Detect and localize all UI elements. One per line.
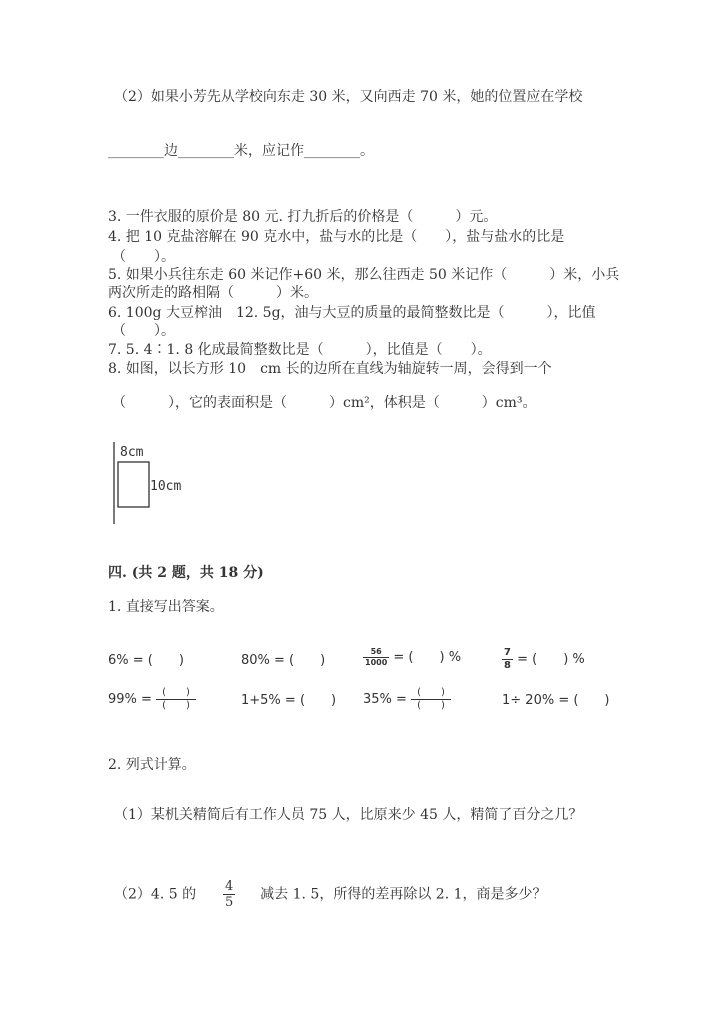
row2-item-a-lead: 99% = — [108, 692, 152, 707]
fraction-56-1000 — [363, 648, 389, 667]
fraction-denominator-blank[interactable]: ( ) — [162, 700, 190, 711]
question-7: 7. 5. 4∶1. 8 化成最简整数比是（ ），比值是（ ）。 — [108, 342, 492, 358]
q2-title: 2. 列式计算。 — [108, 757, 196, 773]
row1-item-c-tail: = ( ) % — [393, 650, 462, 665]
row1-item-d-tail: = ( ) % — [517, 652, 585, 667]
question-4-line2: （ ）。 — [112, 249, 175, 265]
question-4-line1: 4. 把 10 克盐溶解在 90 克水中，盐与水的比是（ ），盐与盐水的比是 — [108, 229, 565, 245]
q2-part2 — [114, 880, 547, 909]
q2-line1: （2）如果小芳先从学校向东走 30 米，又向西走 70 米，她的位置应在学校 — [114, 89, 583, 105]
row2-item-c-lead: 35% = — [363, 692, 407, 707]
height-label: 10cm — [150, 479, 182, 494]
row2-item-b: 1+5% = ( ) — [241, 693, 337, 708]
fraction-numerator: 7 — [504, 647, 511, 658]
fraction-denominator: 5 — [224, 895, 234, 910]
q2-line2-blanks[interactable]: ________边________米，应记作________。 — [108, 143, 374, 159]
q2-part2-tail: 减去 1. 5，所得的差再除以 2. 1，商是多少？ — [260, 886, 547, 903]
fraction-7-8 — [502, 648, 513, 671]
blank-fraction[interactable] — [156, 688, 196, 711]
row1-item-c — [363, 648, 461, 667]
question-5-line1: 5. 如果小兵往东走 60 米记作+60 米，那么往西走 50 米记作（ ）米，小兵 — [108, 267, 620, 283]
row1-item-a: 6% = ( ) — [108, 653, 184, 668]
question-5-line2: 两次所走的路相隔（ ）米。 — [108, 285, 318, 301]
fraction-numerator-blank[interactable]: ( ) — [411, 688, 451, 700]
row1-item-b: 80% = ( ) — [241, 653, 326, 668]
question-6-line2: （ ）。 — [112, 323, 175, 339]
fraction-denominator-blank[interactable]: ( ) — [417, 700, 445, 711]
row2-item-c — [363, 688, 451, 711]
fraction-denominator: 8 — [504, 660, 511, 671]
rectangle-figure — [108, 440, 208, 530]
blank-fraction[interactable] — [411, 688, 451, 711]
row1-item-d — [502, 648, 585, 671]
question-6-line1: 6. 100g 大豆榨油 12. 5g，油与大豆的质量的最简整数比是（ ），比值 — [108, 305, 596, 321]
rectangle-shape — [118, 462, 149, 507]
row2-item-a — [108, 688, 196, 711]
section-4-heading: 四. (共 2 题，共 18 分) — [108, 565, 264, 581]
question-3: 3. 一件衣服的原价是 80 元. 打九折后的价格是（ ）元。 — [108, 209, 498, 225]
width-label: 8cm — [120, 445, 144, 460]
fraction-denominator: 1000 — [365, 658, 388, 667]
q2-part2-lead: （2）4. 5 的 — [114, 886, 197, 903]
fraction-numerator: 56 — [363, 648, 389, 658]
row2-item-d: 1÷ 20% = ( ) — [502, 693, 610, 708]
fraction-numerator: 4 — [224, 879, 234, 894]
question-8-line2: （ ），它的表面积是（ ）cm²，体积是（ ）cm³。 — [112, 395, 537, 411]
fraction-4-5 — [223, 880, 235, 909]
q2-part1: （1）某机关精简后有工作人员 75 人，比原来少 45 人，精简了百分之几？ — [114, 807, 583, 823]
fraction-numerator-blank[interactable]: ( ) — [156, 688, 196, 700]
q1-title: 1. 直接写出答案。 — [108, 599, 224, 615]
question-8-line1: 8. 如图，以长方形 10 cm 长的边所在直线为轴旋转一周，会得到一个 — [108, 361, 552, 377]
